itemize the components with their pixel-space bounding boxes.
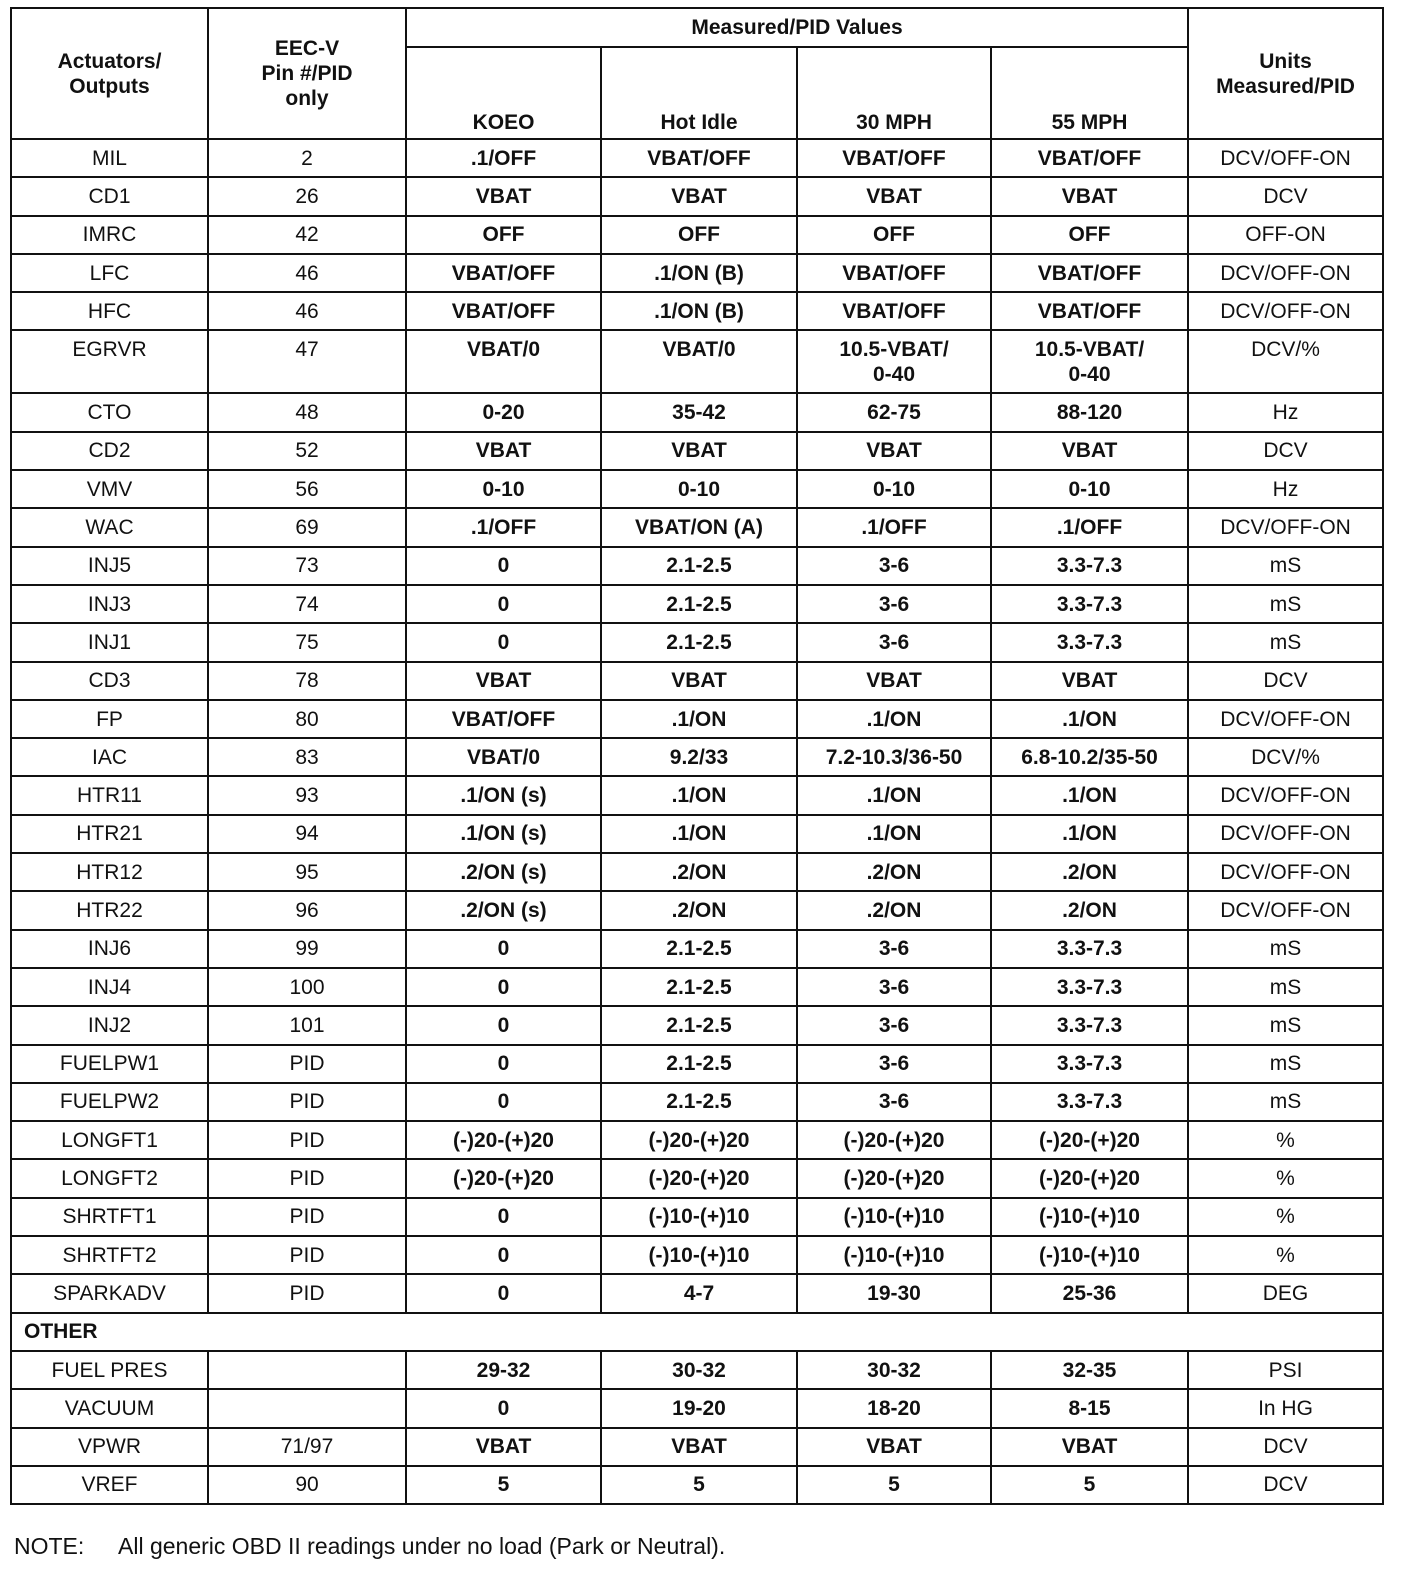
units-cell: In HG: [1188, 1389, 1383, 1427]
hot-idle-cell: .1/ON: [601, 700, 797, 738]
30mph-cell: VBAT: [797, 432, 991, 470]
row-name: INJ1: [11, 623, 208, 661]
55mph-cell: VBAT: [991, 662, 1188, 700]
pin-cell: [208, 1389, 406, 1427]
row-name: IMRC: [11, 216, 208, 254]
koeo-cell: 0: [406, 623, 601, 661]
30mph-cell: 7.2-10.3/36-50: [797, 738, 991, 776]
30mph-cell: .1/OFF: [797, 508, 991, 546]
col-header-pin-line3: only: [285, 87, 329, 110]
row-name: INJ4: [11, 968, 208, 1006]
koeo-cell: 0-20: [406, 393, 601, 431]
koeo-cell: VBAT/0: [406, 738, 601, 776]
30mph-cell: .1/ON: [797, 700, 991, 738]
table-row: [11, 1351, 1383, 1389]
row-name: LFC: [11, 254, 208, 292]
row-name: CTO: [11, 393, 208, 431]
30mph-cell: (-)20-(+)20: [797, 1159, 991, 1197]
55mph-cell: 8-15: [991, 1389, 1188, 1427]
units-cell: DCV/OFF-ON: [1188, 508, 1383, 546]
table-row: [11, 547, 1383, 585]
row-name: VMV: [11, 470, 208, 508]
units-cell: mS: [1188, 623, 1383, 661]
row-name: WAC: [11, 508, 208, 546]
units-cell: %: [1188, 1236, 1383, 1274]
units-cell: mS: [1188, 968, 1383, 1006]
units-cell: mS: [1188, 1083, 1383, 1121]
koeo-cell: 0: [406, 1006, 601, 1044]
55mph-cell: 3.3-7.3: [991, 1006, 1188, 1044]
row-name: INJ5: [11, 547, 208, 585]
pid-values-table: [10, 7, 1384, 1505]
pin-cell: 95: [208, 853, 406, 891]
55mph-cell: .1/ON: [991, 700, 1188, 738]
55mph-cell: 32-35: [991, 1351, 1188, 1389]
units-cell: DCV/OFF-ON: [1188, 776, 1383, 814]
hot-idle-cell: VBAT: [601, 662, 797, 700]
30mph-cell: 3-6: [797, 1045, 991, 1083]
units-cell: %: [1188, 1121, 1383, 1159]
55mph-cell: VBAT: [991, 1428, 1188, 1466]
55mph-cell: 3.3-7.3: [991, 930, 1188, 968]
header-group-row: [11, 8, 1383, 47]
55mph-cell: 3.3-7.3: [991, 968, 1188, 1006]
koeo-cell: 0: [406, 1389, 601, 1427]
pin-cell: 46: [208, 292, 406, 330]
units-cell: mS: [1188, 1006, 1383, 1044]
55mph-cell: (-)10-(+)10: [991, 1198, 1188, 1236]
koeo-cell: 0: [406, 1274, 601, 1312]
table-row: [11, 508, 1383, 546]
30mph-cell: (-)10-(+)10: [797, 1236, 991, 1274]
units-cell: DCV: [1188, 662, 1383, 700]
table-row: [11, 1428, 1383, 1466]
units-cell: DCV: [1188, 1466, 1383, 1504]
units-cell: DEG: [1188, 1274, 1383, 1312]
30mph-cell: 3-6: [797, 1083, 991, 1121]
koeo-cell: 0: [406, 968, 601, 1006]
units-cell: DCV: [1188, 432, 1383, 470]
col-header-actuators: [11, 8, 208, 139]
55mph-cell: 3.3-7.3: [991, 623, 1188, 661]
units-cell: %: [1188, 1198, 1383, 1236]
col-header-hot-idle: Hot Idle: [601, 47, 797, 139]
hot-idle-cell: 2.1-2.5: [601, 623, 797, 661]
table-row: [11, 432, 1383, 470]
koeo-cell: 0: [406, 1198, 601, 1236]
30mph-cell: 18-20: [797, 1389, 991, 1427]
table-row: [11, 815, 1383, 853]
table-row: [11, 738, 1383, 776]
section-row-other: [11, 1313, 1383, 1351]
pin-cell: PID: [208, 1083, 406, 1121]
col-header-30mph: 30 MPH: [797, 47, 991, 139]
hot-idle-cell: .1/ON: [601, 776, 797, 814]
hot-idle-cell: 0-10: [601, 470, 797, 508]
row-name: VACUUM: [11, 1389, 208, 1427]
30mph-cell: VBAT: [797, 662, 991, 700]
koeo-cell: VBAT/0: [406, 330, 601, 393]
row-name: CD3: [11, 662, 208, 700]
hot-idle-cell: .1/ON: [601, 815, 797, 853]
row-name: CD2: [11, 432, 208, 470]
30mph-cell: VBAT: [797, 177, 991, 215]
row-name: VPWR: [11, 1428, 208, 1466]
pin-cell: 96: [208, 891, 406, 929]
30mph-cell: 3-6: [797, 547, 991, 585]
row-name: SHRTFT2: [11, 1236, 208, 1274]
pin-cell: 69: [208, 508, 406, 546]
koeo-cell: .1/ON (s): [406, 815, 601, 853]
koeo-cell: .1/OFF: [406, 508, 601, 546]
units-cell: PSI: [1188, 1351, 1383, 1389]
hot-idle-cell: .2/ON: [601, 853, 797, 891]
pin-cell: 75: [208, 623, 406, 661]
koeo-cell: VBAT/OFF: [406, 292, 601, 330]
30mph-cell: 3-6: [797, 968, 991, 1006]
units-cell: OFF-ON: [1188, 216, 1383, 254]
table-row: [11, 292, 1383, 330]
pin-cell: 42: [208, 216, 406, 254]
30mph-cell: (-)10-(+)10: [797, 1198, 991, 1236]
footnote-text: All generic OBD II readings under no load (Park or Neutral).: [118, 1533, 726, 1559]
koeo-cell: .1/OFF: [406, 139, 601, 177]
hot-idle-cell: (-)10-(+)10: [601, 1236, 797, 1274]
30mph-cell: 19-30: [797, 1274, 991, 1312]
units-cell: DCV/OFF-ON: [1188, 815, 1383, 853]
koeo-cell: VBAT: [406, 1428, 601, 1466]
table-row: [11, 216, 1383, 254]
30mph-cell: 3-6: [797, 585, 991, 623]
pin-cell: PID: [208, 1198, 406, 1236]
pin-cell: 52: [208, 432, 406, 470]
55mph-cell-line: 0-40: [1068, 363, 1111, 387]
55mph-cell: 5: [991, 1466, 1188, 1504]
table-row: [11, 1198, 1383, 1236]
table-row: [11, 853, 1383, 891]
row-name: HTR22: [11, 891, 208, 929]
koeo-cell: OFF: [406, 216, 601, 254]
pin-cell: 100: [208, 968, 406, 1006]
55mph-cell: 3.3-7.3: [991, 585, 1188, 623]
55mph-cell: 0-10: [991, 470, 1188, 508]
30mph-cell: 3-6: [797, 930, 991, 968]
55mph-cell: 88-120: [991, 393, 1188, 431]
koeo-cell: 0: [406, 547, 601, 585]
units-cell: Hz: [1188, 470, 1383, 508]
hot-idle-cell: (-)10-(+)10: [601, 1198, 797, 1236]
55mph-cell: [991, 330, 1188, 393]
col-header-koeo: KOEO: [406, 47, 601, 139]
55mph-cell: (-)20-(+)20: [991, 1121, 1188, 1159]
section-label-other: OTHER: [11, 1313, 1383, 1351]
col-header-actuators-line2: Outputs: [69, 74, 150, 98]
koeo-cell: 0: [406, 930, 601, 968]
table-row: [11, 776, 1383, 814]
pin-cell: 90: [208, 1466, 406, 1504]
pin-cell: 2: [208, 139, 406, 177]
col-header-units-line2: Measured/PID: [1216, 74, 1355, 98]
table-row: [11, 1466, 1383, 1504]
hot-idle-cell: 4-7: [601, 1274, 797, 1312]
pin-cell: PID: [208, 1159, 406, 1197]
koeo-cell: 0: [406, 585, 601, 623]
55mph-cell: 6.8-10.2/35-50: [991, 738, 1188, 776]
hot-idle-cell: 2.1-2.5: [601, 585, 797, 623]
pin-cell: 73: [208, 547, 406, 585]
row-name: LONGFT2: [11, 1159, 208, 1197]
koeo-cell: .1/ON (s): [406, 776, 601, 814]
table-row: [11, 1274, 1383, 1312]
units-cell: mS: [1188, 585, 1383, 623]
pin-cell: 47: [208, 330, 406, 393]
units-cell: DCV/OFF-ON: [1188, 891, 1383, 929]
hot-idle-cell: VBAT/ON (A): [601, 508, 797, 546]
table-row: [11, 330, 1383, 393]
row-name: CD1: [11, 177, 208, 215]
30mph-cell: 0-10: [797, 470, 991, 508]
55mph-cell: .1/ON: [991, 776, 1188, 814]
pin-cell: 48: [208, 393, 406, 431]
pin-cell: 99: [208, 930, 406, 968]
table-row: [11, 470, 1383, 508]
pin-cell: 46: [208, 254, 406, 292]
table-row: [11, 177, 1383, 215]
units-cell: DCV/OFF-ON: [1188, 254, 1383, 292]
30mph-cell-line: 10.5-VBAT/: [839, 338, 949, 362]
units-cell: DCV/OFF-ON: [1188, 292, 1383, 330]
hot-idle-cell: 2.1-2.5: [601, 547, 797, 585]
footnote-label: NOTE:: [14, 1533, 85, 1559]
30mph-cell: OFF: [797, 216, 991, 254]
table-row: [11, 139, 1383, 177]
55mph-cell: VBAT/OFF: [991, 292, 1188, 330]
col-header-pin-line1: EEC-V: [274, 37, 340, 60]
row-name: HFC: [11, 292, 208, 330]
units-cell: DCV/OFF-ON: [1188, 139, 1383, 177]
hot-idle-cell: 19-20: [601, 1389, 797, 1427]
30mph-cell: .1/ON: [797, 815, 991, 853]
hot-idle-cell: 2.1-2.5: [601, 968, 797, 1006]
pin-cell: 26: [208, 177, 406, 215]
row-name: IAC: [11, 738, 208, 776]
hot-idle-cell: (-)20-(+)20: [601, 1121, 797, 1159]
hot-idle-cell: 2.1-2.5: [601, 1083, 797, 1121]
col-header-units-line1: Units: [1259, 49, 1312, 73]
row-name: INJ2: [11, 1006, 208, 1044]
hot-idle-cell: VBAT: [601, 432, 797, 470]
row-name: INJ3: [11, 585, 208, 623]
table-body: [11, 139, 1383, 1504]
col-header-pin: [208, 8, 406, 139]
55mph-cell: .2/ON: [991, 853, 1188, 891]
hot-idle-cell: OFF: [601, 216, 797, 254]
col-header-pin-line2: Pin #/PID: [261, 62, 353, 85]
55mph-cell-line: 10.5-VBAT/: [1034, 338, 1145, 362]
table-row: [11, 662, 1383, 700]
30mph-cell: 3-6: [797, 623, 991, 661]
hot-idle-cell: 30-32: [601, 1351, 797, 1389]
55mph-cell: .2/ON: [991, 891, 1188, 929]
row-name: FUELPW2: [11, 1083, 208, 1121]
hot-idle-cell: VBAT: [601, 1428, 797, 1466]
hot-idle-cell: .1/ON (B): [601, 292, 797, 330]
col-header-units: [1188, 8, 1383, 139]
koeo-cell: 0: [406, 1083, 601, 1121]
30mph-cell: VBAT/OFF: [797, 254, 991, 292]
table-row: [11, 1045, 1383, 1083]
55mph-cell: OFF: [991, 216, 1188, 254]
koeo-cell: (-)20-(+)20: [406, 1121, 601, 1159]
koeo-cell: 0: [406, 1045, 601, 1083]
row-name: FP: [11, 700, 208, 738]
55mph-cell: VBAT/OFF: [991, 254, 1188, 292]
units-cell: mS: [1188, 547, 1383, 585]
30mph-cell: (-)20-(+)20: [797, 1121, 991, 1159]
row-name: MIL: [11, 139, 208, 177]
pin-cell: 93: [208, 776, 406, 814]
units-cell: DCV: [1188, 177, 1383, 215]
koeo-cell: 29-32: [406, 1351, 601, 1389]
55mph-cell: (-)10-(+)10: [991, 1236, 1188, 1274]
hot-idle-cell: 35-42: [601, 393, 797, 431]
55mph-cell: 25-36: [991, 1274, 1188, 1312]
units-cell: Hz: [1188, 393, 1383, 431]
30mph-cell: VBAT/OFF: [797, 139, 991, 177]
koeo-cell: VBAT/OFF: [406, 254, 601, 292]
units-cell: DCV/%: [1188, 330, 1383, 393]
col-header-55mph: 55 MPH: [991, 47, 1188, 139]
row-name: SPARKADV: [11, 1274, 208, 1312]
pin-cell: 101: [208, 1006, 406, 1044]
table-row: [11, 623, 1383, 661]
koeo-cell: VBAT: [406, 662, 601, 700]
55mph-cell: 3.3-7.3: [991, 1045, 1188, 1083]
table-row: [11, 1236, 1383, 1274]
units-cell: DCV: [1188, 1428, 1383, 1466]
pin-cell: 94: [208, 815, 406, 853]
30mph-cell: .2/ON: [797, 891, 991, 929]
pin-cell: PID: [208, 1121, 406, 1159]
koeo-cell: (-)20-(+)20: [406, 1159, 601, 1197]
table-row: [11, 254, 1383, 292]
hot-idle-cell: 2.1-2.5: [601, 1045, 797, 1083]
pin-cell: 83: [208, 738, 406, 776]
koeo-cell: 0: [406, 1236, 601, 1274]
hot-idle-cell: .1/ON (B): [601, 254, 797, 292]
units-cell: DCV/%: [1188, 738, 1383, 776]
55mph-cell: 3.3-7.3: [991, 1083, 1188, 1121]
table-row: [11, 968, 1383, 1006]
pin-cell: 56: [208, 470, 406, 508]
footnote: [14, 1533, 725, 1560]
30mph-cell: 62-75: [797, 393, 991, 431]
koeo-cell: 0-10: [406, 470, 601, 508]
row-name: HTR12: [11, 853, 208, 891]
30mph-cell: [797, 330, 991, 393]
row-name: FUELPW1: [11, 1045, 208, 1083]
55mph-cell: VBAT/OFF: [991, 139, 1188, 177]
table-row: [11, 393, 1383, 431]
table-row: [11, 1006, 1383, 1044]
koeo-cell: VBAT: [406, 432, 601, 470]
pin-cell: 78: [208, 662, 406, 700]
table-row: [11, 585, 1383, 623]
row-name: HTR21: [11, 815, 208, 853]
pin-cell: PID: [208, 1236, 406, 1274]
units-cell: DCV/OFF-ON: [1188, 853, 1383, 891]
hot-idle-cell: VBAT/0: [601, 330, 797, 393]
table-row: [11, 1159, 1383, 1197]
pin-cell: 74: [208, 585, 406, 623]
col-group-measured: Measured/PID Values: [406, 8, 1188, 47]
row-name: LONGFT1: [11, 1121, 208, 1159]
30mph-cell: 30-32: [797, 1351, 991, 1389]
units-cell: %: [1188, 1159, 1383, 1197]
table-row: [11, 1389, 1383, 1427]
row-name: SHRTFT1: [11, 1198, 208, 1236]
units-cell: mS: [1188, 1045, 1383, 1083]
pin-cell: [208, 1351, 406, 1389]
30mph-cell: 5: [797, 1466, 991, 1504]
30mph-cell-line: 0-40: [872, 363, 916, 387]
55mph-cell: (-)20-(+)20: [991, 1159, 1188, 1197]
col-header-actuators-line1: Actuators/: [57, 49, 162, 73]
table-row: [11, 1121, 1383, 1159]
hot-idle-cell: VBAT/OFF: [601, 139, 797, 177]
55mph-cell: .1/OFF: [991, 508, 1188, 546]
hot-idle-cell: 5: [601, 1466, 797, 1504]
row-name: INJ6: [11, 930, 208, 968]
hot-idle-cell: .2/ON: [601, 891, 797, 929]
koeo-cell: VBAT: [406, 177, 601, 215]
30mph-cell: 3-6: [797, 1006, 991, 1044]
55mph-cell: VBAT: [991, 177, 1188, 215]
pin-cell: 80: [208, 700, 406, 738]
30mph-cell: .2/ON: [797, 853, 991, 891]
hot-idle-cell: VBAT: [601, 177, 797, 215]
koeo-cell: .2/ON (s): [406, 891, 601, 929]
pin-cell: PID: [208, 1045, 406, 1083]
koeo-cell: 5: [406, 1466, 601, 1504]
koeo-cell: .2/ON (s): [406, 853, 601, 891]
hot-idle-cell: 2.1-2.5: [601, 1006, 797, 1044]
table-row: [11, 930, 1383, 968]
table-row: [11, 891, 1383, 929]
row-name: FUEL PRES: [11, 1351, 208, 1389]
30mph-cell: .1/ON: [797, 776, 991, 814]
hot-idle-cell: 2.1-2.5: [601, 930, 797, 968]
30mph-cell: VBAT: [797, 1428, 991, 1466]
table-row: [11, 700, 1383, 738]
table-row: [11, 1083, 1383, 1121]
row-name: EGRVR: [11, 330, 208, 393]
row-name: VREF: [11, 1466, 208, 1504]
pin-cell: 71/97: [208, 1428, 406, 1466]
55mph-cell: .1/ON: [991, 815, 1188, 853]
koeo-cell: VBAT/OFF: [406, 700, 601, 738]
30mph-cell: VBAT/OFF: [797, 292, 991, 330]
55mph-cell: 3.3-7.3: [991, 547, 1188, 585]
row-name: HTR11: [11, 776, 208, 814]
55mph-cell: VBAT: [991, 432, 1188, 470]
hot-idle-cell: 9.2/33: [601, 738, 797, 776]
hot-idle-cell: (-)20-(+)20: [601, 1159, 797, 1197]
units-cell: DCV/OFF-ON: [1188, 700, 1383, 738]
units-cell: mS: [1188, 930, 1383, 968]
pin-cell: PID: [208, 1274, 406, 1312]
